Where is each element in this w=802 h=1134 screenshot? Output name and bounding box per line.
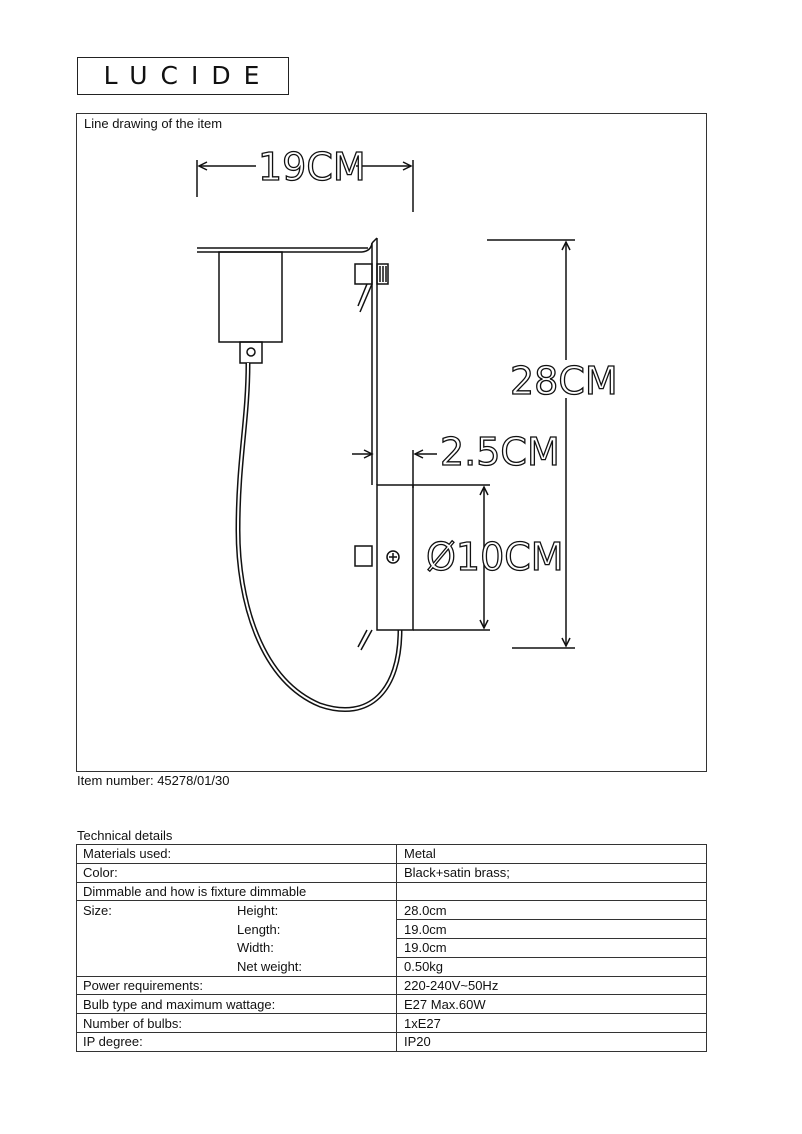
spec-label: Number of bulbs: bbox=[77, 1014, 397, 1033]
dim-diameter-label: Ø10CM bbox=[426, 535, 564, 579]
lower-knob bbox=[355, 546, 372, 566]
socket-screw bbox=[247, 348, 255, 356]
spec-value: Metal bbox=[397, 845, 707, 864]
table-row bbox=[77, 1032, 707, 1051]
spec-value: 1xE27 bbox=[397, 1014, 707, 1033]
spec-label: Size: bbox=[83, 903, 112, 919]
socket-screw-block bbox=[240, 342, 262, 363]
spec-value bbox=[397, 882, 707, 901]
spec-value: IP20 bbox=[397, 1032, 707, 1051]
spec-sublabel: Net weight: bbox=[237, 958, 303, 974]
spec-label: Dimmable and how is fixture dimmable bbox=[77, 882, 397, 901]
spec-value: E27 Max.60W bbox=[397, 995, 707, 1014]
dim-height-label: 28CM bbox=[510, 359, 618, 403]
spec-sublabel: Height: bbox=[237, 903, 279, 919]
spec-value: Black+satin brass; bbox=[397, 863, 707, 882]
item-number: Item number: 45278/01/30 bbox=[77, 773, 230, 788]
spec-label: IP degree: bbox=[77, 1032, 397, 1051]
cable-inner bbox=[238, 363, 400, 710]
dim-depth-label: 2.5CM bbox=[440, 430, 560, 474]
table-row bbox=[77, 845, 707, 864]
table-row bbox=[77, 957, 707, 976]
spec-value: 220-240V~50Hz bbox=[397, 976, 707, 995]
spec-label: Power requirements: bbox=[77, 976, 397, 995]
table-row bbox=[77, 995, 707, 1014]
upper-knob bbox=[355, 264, 372, 284]
spec-label: Bulb type and maximum wattage: bbox=[77, 995, 397, 1014]
table-row bbox=[77, 863, 707, 882]
table-row bbox=[77, 882, 707, 901]
table-row bbox=[77, 1014, 707, 1033]
table-row bbox=[77, 920, 707, 939]
lower-clip bbox=[361, 630, 372, 650]
cable-outer bbox=[238, 363, 400, 710]
drawing-caption: Line drawing of the item bbox=[84, 116, 223, 131]
table-row bbox=[77, 901, 707, 920]
spec-sublabel: Length: bbox=[237, 921, 281, 937]
dim-width-label: 19CM bbox=[258, 145, 366, 189]
logo-text: LUCIDE bbox=[103, 61, 273, 90]
spec-value: 19.0cm bbox=[397, 938, 707, 957]
table-row bbox=[77, 976, 707, 995]
spec-label-group bbox=[77, 957, 397, 976]
spec-label-group bbox=[77, 920, 397, 939]
lamp-socket bbox=[219, 252, 282, 342]
spec-sublabel: Width: bbox=[237, 940, 274, 956]
technical-details-table bbox=[76, 844, 707, 1052]
spec-label: Color: bbox=[77, 863, 397, 882]
spec-label-group bbox=[77, 938, 397, 957]
table-row bbox=[77, 938, 707, 957]
spec-value: 19.0cm bbox=[397, 920, 707, 939]
spec-label-group bbox=[77, 901, 397, 920]
technical-details-title: Technical details bbox=[77, 828, 173, 843]
spec-label: Materials used: bbox=[77, 845, 397, 864]
spec-value: 28.0cm bbox=[397, 901, 707, 920]
spec-value: 0.50kg bbox=[397, 957, 707, 976]
